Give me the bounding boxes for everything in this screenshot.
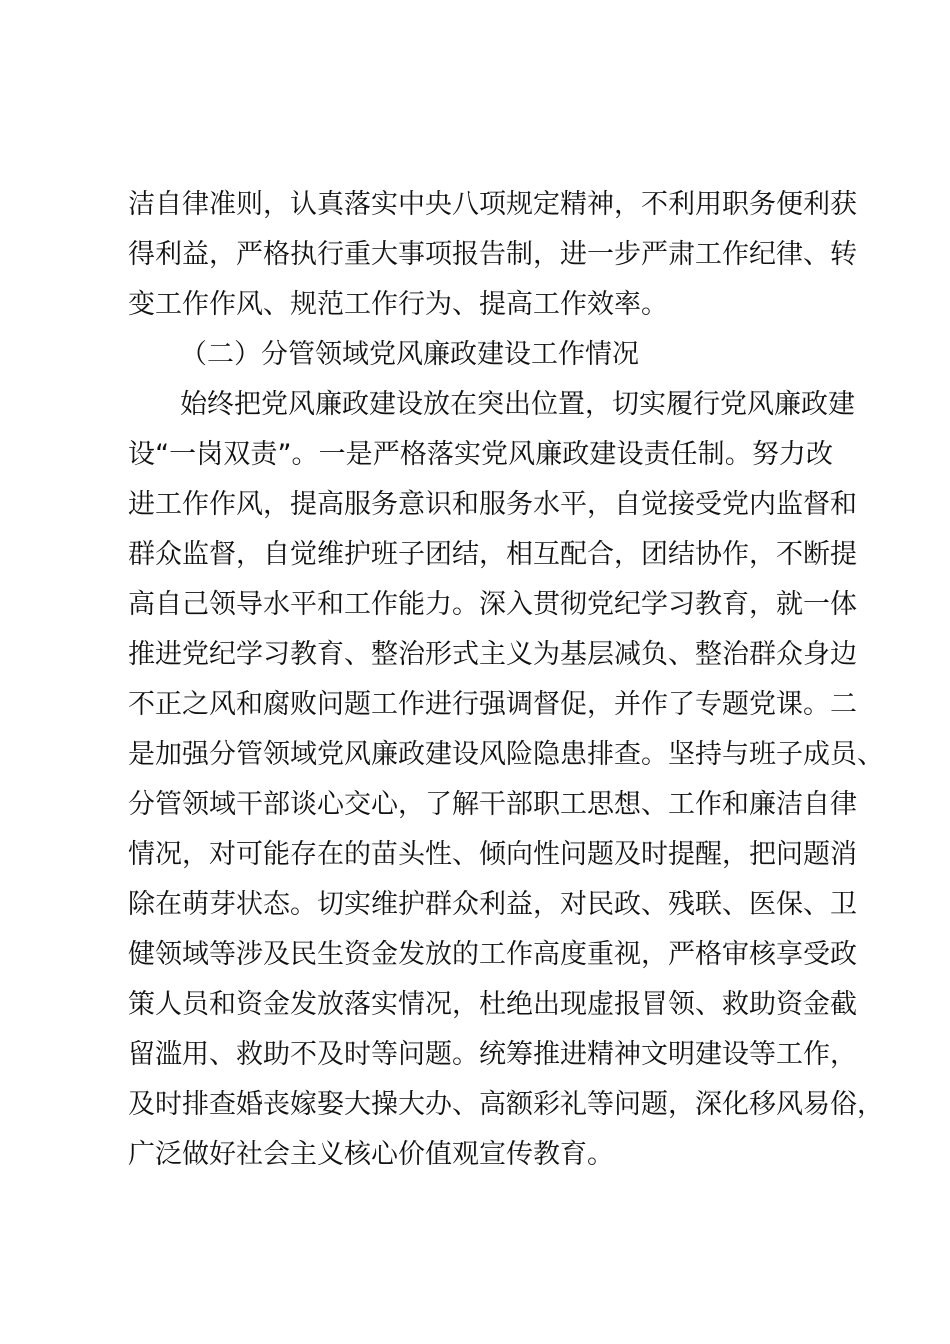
text-line: 始终把党风廉政建设放在突出位置，切实履行党风廉政建 xyxy=(180,389,855,420)
text-line: 设“一岗双责”。一是严格落实党风廉政建设责任制。努力改 xyxy=(128,439,833,470)
paragraph xyxy=(128,380,884,1180)
text-line: 策人员和资金发放落实情况，杜绝出现虚报冒领、救助资金截 xyxy=(128,989,857,1020)
text-line: 健领域等涉及民生资金发放的工作高度重视，严格审核享受政 xyxy=(128,939,857,970)
text-line: 得利益，严格执行重大事项报告制，进一步严肃工作纪律、转 xyxy=(128,239,857,270)
text-line: 是加强分管领域党风廉政建设风险隐患排查。坚持与班子成员、 xyxy=(128,739,884,770)
text-line: 进工作作风，提高服务意识和服务水平，自觉接受党内监督和 xyxy=(128,489,857,520)
text-line: 留滥用、救助不及时等问题。统筹推进精神文明建设等工作， xyxy=(128,1039,857,1070)
text-line: 变工作作风、规范工作行为、提高工作效率。 xyxy=(128,289,668,320)
text-line: 高自己领导水平和工作能力。深入贯彻党纪学习教育，就一体 xyxy=(128,589,857,620)
paragraph xyxy=(128,180,857,330)
text-line: 群众监督，自觉维护班子团结，相互配合，团结协作，不断提 xyxy=(128,539,857,570)
text-line: 广泛做好社会主义核心价值观宣传教育。 xyxy=(128,1139,614,1170)
text-line: 及时排查婚丧嫁娶大操大办、高额彩礼等问题，深化移风易俗， xyxy=(128,1089,884,1120)
text-line: 不正之风和腐败问题工作进行强调督促，并作了专题党课。二 xyxy=(128,689,857,720)
text-line: 除在萌芽状态。切实维护群众利益，对民政、残联、医保、卫 xyxy=(128,889,857,920)
text-line: 推进党纪学习教育、整治形式主义为基层减负、整治群众身边 xyxy=(128,639,857,670)
text-line: 分管领域干部谈心交心，了解干部职工思想、工作和廉洁自律 xyxy=(128,789,857,820)
document-body xyxy=(128,180,884,1180)
text-line: 洁自律准则，认真落实中央八项规定精神，不利用职务便利获 xyxy=(128,189,857,220)
section-heading: （二）分管领域党风廉政建设工作情况 xyxy=(180,339,639,370)
text-line: 情况，对可能存在的苗头性、倾向性问题及时提醒，把问题消 xyxy=(128,839,857,870)
